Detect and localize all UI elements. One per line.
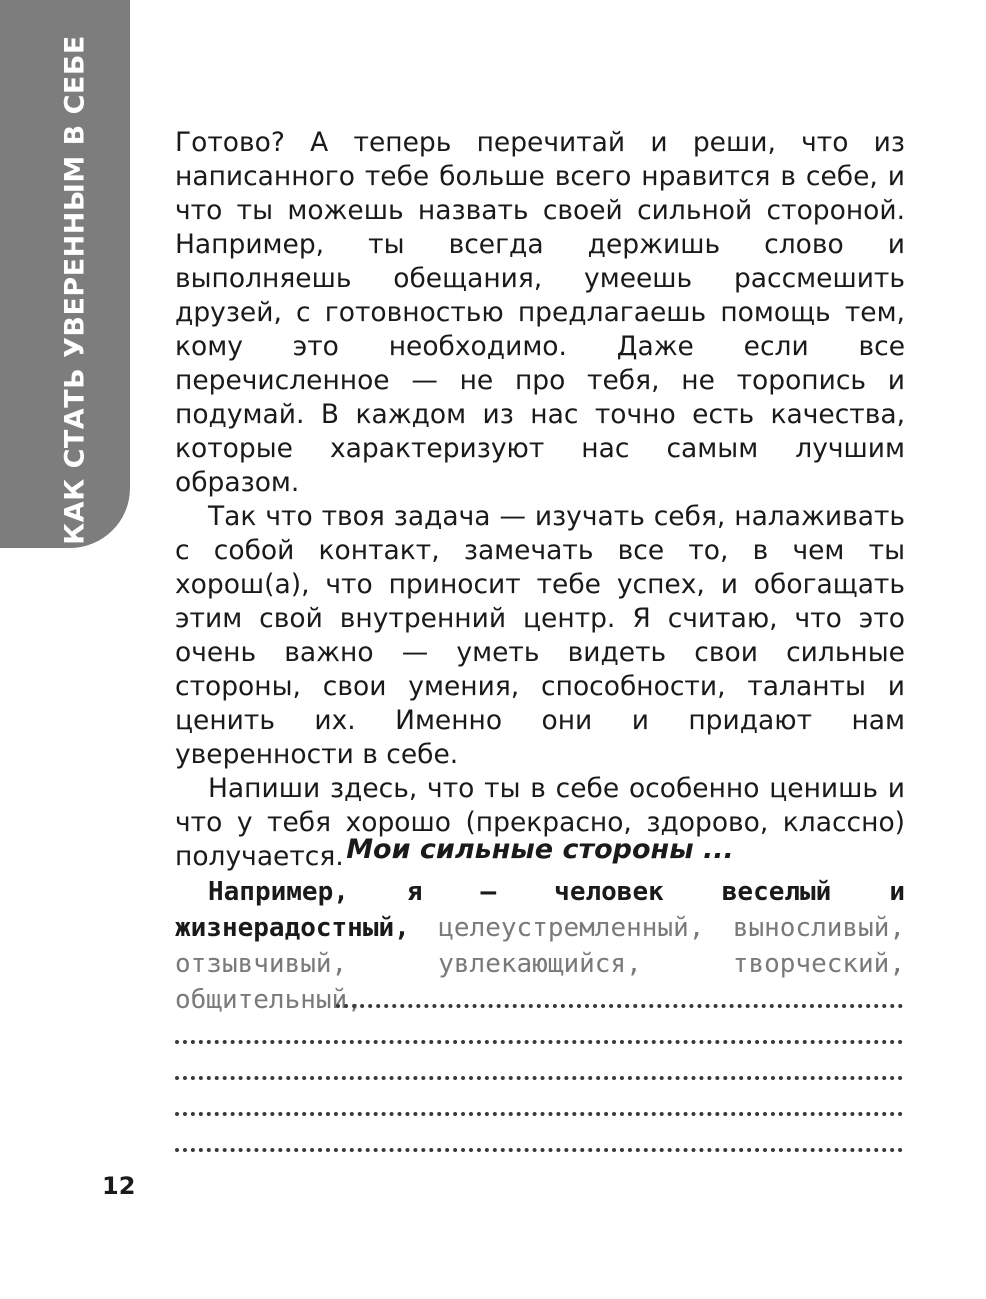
- answer-line-5[interactable]: [175, 1148, 903, 1152]
- body-text: [175, 126, 905, 874]
- answer-line-2[interactable]: [175, 1040, 903, 1044]
- example-dark-text: Например, я — человек веселый и жизнерадостный,: [175, 877, 905, 943]
- answer-line-4[interactable]: [175, 1112, 903, 1116]
- example-light-text: целеустремленный, выносливый, отзывчивый, увлекающийся, творческий, общительный,: [175, 913, 906, 1015]
- section-title: Мои сильные стороны ...: [346, 834, 734, 865]
- chapter-side-tab: [0, 0, 130, 548]
- page-number: 12: [102, 1172, 136, 1200]
- paragraph-2: Так что твоя задача — изучать себя, налаживать с собой контакт, замечать все то, в чем ты хорош(а), что приносит тебе успех, и обогащать этим свой внутренний центр. Я считаю, что это очень важно — уметь видеть свои сильные стороны, свои умения, способности, таланты и ценить их. Именно они и придают нам уверенности в себе.: [175, 501, 905, 770]
- chapter-title: КАК СТАТЬ УВЕРЕННЫМ В СЕБЕ: [59, 35, 91, 545]
- answer-line-3[interactable]: [175, 1076, 903, 1080]
- example-text: [175, 874, 905, 1018]
- paragraph-3: Напиши здесь, что ты в себе особенно ценишь и что у тебя хорошо (прекрасно, здорово, классно) получается.: [175, 773, 905, 872]
- answer-line-1[interactable]: [336, 1004, 903, 1008]
- paragraph-1: Готово? А теперь перечитай и реши, что из написанного тебе больше всего нравится в себе, и что ты можешь назвать своей сильной стороной. Например, ты всегда держишь слово и выполняешь обещания, умеешь рассмешить друзей, с готовностью предлагаешь помощь тем, кому это необходимо. Даже если все перечисленное — не про тебя, не торопись и подумай. В каждом из нас точно есть качества, которые характеризуют нас самым лучшим образом.: [175, 127, 905, 498]
